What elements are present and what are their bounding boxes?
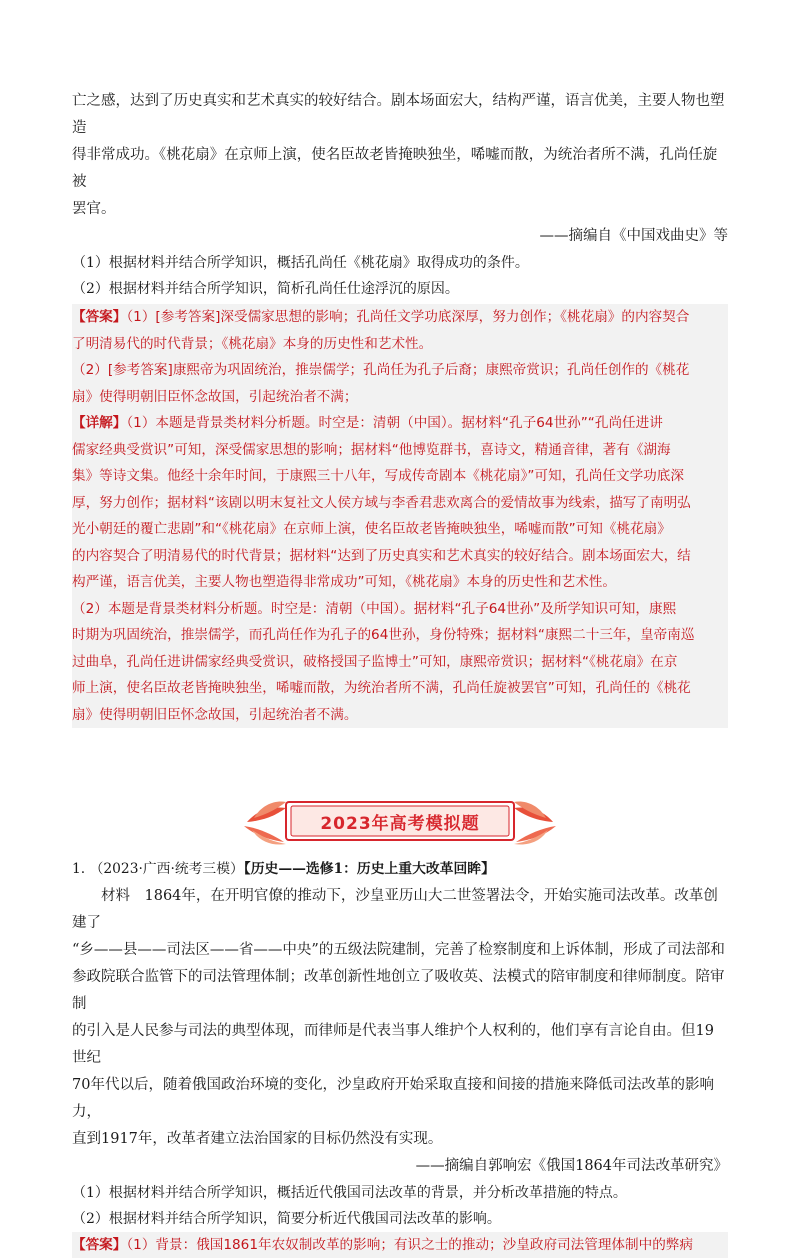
detail-line: 过曲阜，孔尚任进讲儒家经典受赏识，破格授国子监博士”可知，康熙帝赏识；据材料“《桃花扇》在京 [72,653,678,670]
question-header [72,856,728,883]
question-line: （2）根据材料并结合所学知识，简要分析近代俄国司法改革的影响。 [72,1211,501,1227]
detail-line: （2）本题是背景类材料分析题。时空是：清朝（中国）。据材料“孔子64世孙”及所学知识可知，康熙 [72,600,677,617]
question-line: （1）根据材料并结合所学知识，概括近代俄国司法改革的背景，并分析改革措施的特点。 [72,1185,627,1201]
answer-tag: 【答案】 [72,309,127,325]
material-line: 亡之感，达到了历史真实和艺术真实的较好结合。剧本场面宏大，结构严谨，语言优美，主要人物也塑造 [72,93,725,136]
material-line: 的引入是人民参与司法的典型体现，而律师是代表当事人维护个人权利的，他们享有言论自由。但19世纪 [72,1023,714,1066]
document-page [72,88,728,1258]
material-source: ——摘编自《中国戏曲史》等 [539,228,728,244]
material-line: 材料 1864年，在开明官僚的推动下，沙皇亚历山大二世签署法令，开始实施司法改革。改革创建了 [72,888,718,931]
material-line: 直到1917年，改革者建立法治国家的目标仍然没有实现。 [72,1131,443,1147]
material-line: 罢官。 [72,201,116,217]
answer-line: （2）[参考答案]康熙帝为巩固统治，推崇儒学；孔尚任为孔子后裔；康熙帝赏识；孔尚任创作的《桃花 [72,362,690,378]
detail-line: 时期为巩固统治，推崇儒学，而孔尚任作为孔子的64世孙，身份特殊；据材料“康熙二十三年，皇帝南巡 [72,627,695,643]
answer-line: 【答案】（1）背景：俄国1861年农奴制改革的影响；有识之士的推动；沙皇政府司法管理体制中的弊病 [72,1237,693,1253]
question-origin: （2023·广西·统考三模） [89,861,244,877]
question-line: （1）根据材料并结合所学知识，概括孔尚任《桃花扇》取得成功的条件。 [72,255,529,271]
material-line: 参政院联合监管下的司法管理体制；改革创新性地创立了吸收英、法模式的陪审制度和律师制度。陪审制 [72,969,725,1012]
detail-line: 构严谨，语言优美，主要人物也塑造得非常成功”可知，《桃花扇》本身的历史性和艺术性。 [72,574,616,590]
question-line: （2）根据材料并结合所学知识，简析孔尚任仕途浮沉的原因。 [72,281,459,297]
answer-tag: 【答案】 [72,1237,127,1253]
answer-line: 了明清易代的时代背景；《桃花扇》本身的历史性和艺术性。 [72,335,433,352]
detail-line: 扇》使得明朝旧臣怀念故国，引起统治者不满。 [72,706,358,723]
detail-line: 光小朝廷的覆亡悲剧”和“《桃花扇》在京师上演，使名臣故老皆掩映独坐，唏嘘而散”可知《桃花扇》 [72,521,671,537]
detail-line: 【详解】（1）本题是背景类材料分析题。时空是：清朝（中国）。据材料“孔子64世孙”“孔尚任进讲 [72,415,663,431]
question-number: 1. [72,861,86,877]
detail-tag: 【详解】 [72,415,127,431]
question-topic: 【历史——选修1：历史上重大改革回眸】 [243,861,495,877]
top-questions [72,250,728,302]
detail-line: 师上演，使名臣故老皆掩映独坐，唏嘘而散，为统治者所不满，孔尚任旋被罢官”可知，孔尚任的《桃花 [72,680,691,696]
question-1-subquestions [72,1180,728,1232]
detail-line: 集》等诗文集。他经十余年时间，于康熙三十八年，写成传奇剧本《桃花扇》”可知，孔尚任文学功底深 [72,468,684,484]
top-material-paragraph [72,88,728,223]
answer-line: 扇》使得明朝旧臣怀念故国，引起统治者不满； [72,388,358,405]
answer-block [72,304,728,728]
banner-title: 2023年高考模拟题 [320,813,480,834]
material-line: 70年代以后，随着俄国政治环境的变化，沙皇政府开始采取直接和间接的措施来降低司法改革的影响力， [72,1077,714,1120]
material-source: ——摘编自郭响宏《俄国1864年司法改革研究》 [415,1158,728,1174]
section-banner [72,798,728,846]
material-line: 得非常成功。《桃花扇》在京师上演，使名臣故老皆掩映独坐，唏嘘而散，为统治者所不满，孔尚任旋被 [72,147,718,190]
detail-line: 儒家经典受赏识”可知，深受儒家思想的影响；据材料“他博览群书，喜诗文，精通音律，著有《湖海 [72,441,671,458]
answer-block [72,1232,728,1258]
question-material [72,883,728,1153]
material-line: “乡——县——司法区——省——中央”的五级法院建制，完善了检察制度和上诉体制，形成了司法部和 [72,942,725,958]
detail-line: 厚，努力创作；据材料“该剧以明末复社文人侯方域与李香君悲欢离合的爱情故事为线索，描写了南明弘 [72,494,691,511]
detail-line: 的内容契合了明清易代的时代背景；据材料“达到了历史真实和艺术真实的较好结合。剧本场面宏大，结 [72,547,691,564]
answer-line: 【答案】（1）[参考答案]深受儒家思想的影响；孔尚任文学功底深厚，努力创作；《桃花扇》的内容契合 [72,309,690,325]
